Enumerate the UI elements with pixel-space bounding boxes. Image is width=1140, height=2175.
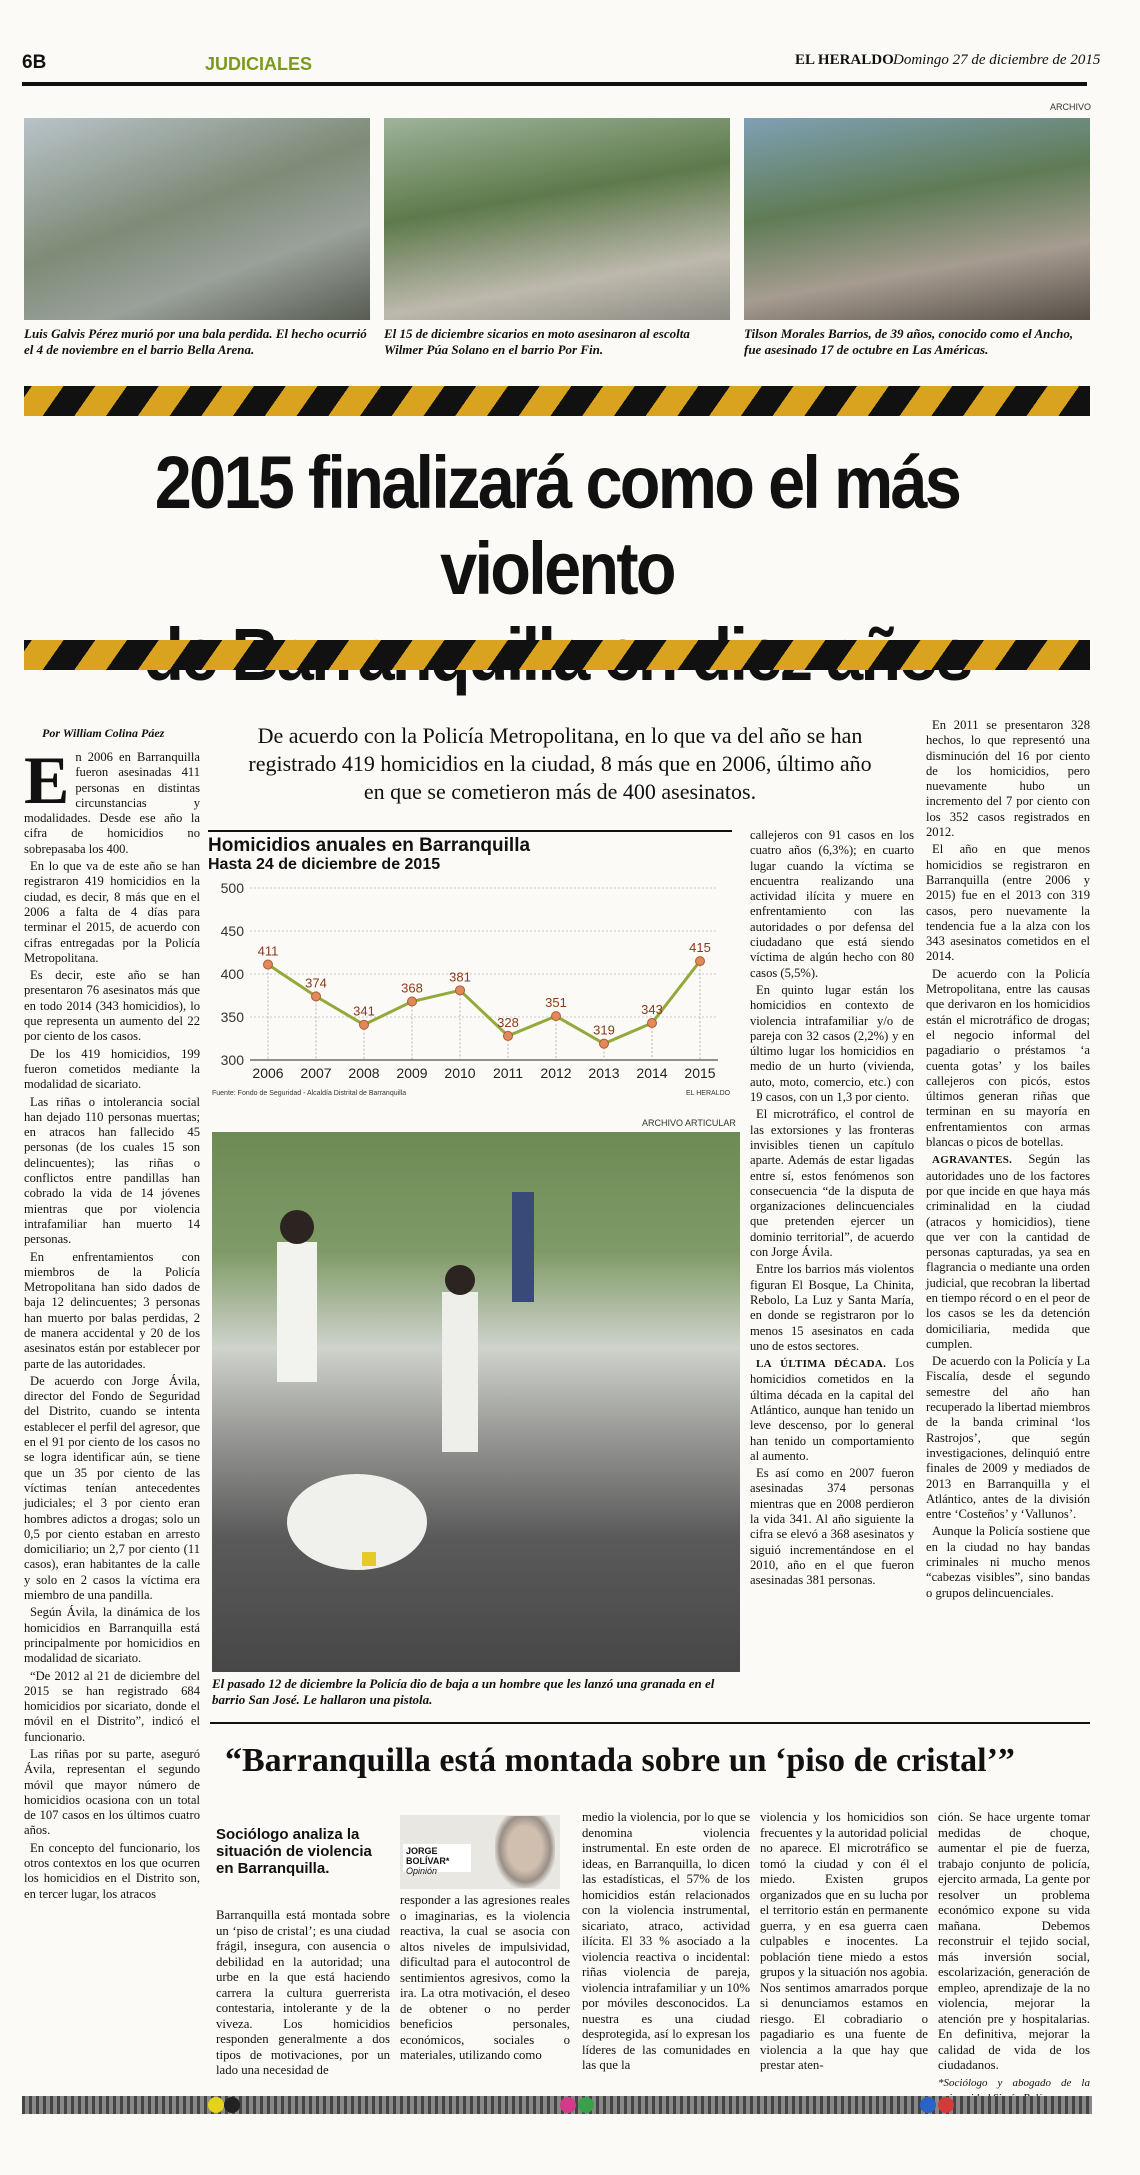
paragraph: De acuerdo con la Policía Metropolitana, entre las causas que derivaron en los homicidios están el microtráfico de drogas; el negocio informal del pagadiario o préstamos ‘a cuenta gotas’ y los bailes callejeros con picós, estos últimos generan riñas que terminan en su mayoría en enfrentamientos con armas blancas o picos de botellas. xyxy=(926,966,1090,1150)
author-photo xyxy=(495,1816,555,1888)
y-tick-label: 500 xyxy=(220,880,244,896)
page-number: 6B xyxy=(22,52,47,73)
paragraph: medio la violencia, por lo que se denomina violencia instrumental. En este orden de ideas, en Barranquilla, lo dicen las estadísticas, el 57% de los homicidios están relacionados con la violencia instrumental, sicariato, atraco, actividad ilícita. El 33 % asociado a la violencia reactiva o incidental: riñas violencia de pareja, violencia intrafamiliar y un 10% por móviles desconocidos. La nuestra es una ciudad desprotegida, así lo expresan los líderes de las comunidades en las que la xyxy=(582,1810,750,2072)
paragraph: En concepto del funcionario, los otros contextos en los que ocurren los homicidios en el Distrito son, en tercer lugar, los atracos xyxy=(24,1840,200,1901)
paragraph: En enfrentamientos con miembros de la Policía Metropolitana han sido dados de baja 12 delincuentes; 3 personas han muerto por balas perdidas, 2 de manera accidental y 20 de los asesinatos están por establecer por parte de las autoridades. xyxy=(24,1249,200,1371)
chart-title: Homicidios anuales en Barranquilla xyxy=(208,835,531,856)
data-point xyxy=(408,997,417,1006)
data-label: 374 xyxy=(305,975,327,991)
newspaper-name: EL HERALDO xyxy=(795,52,894,68)
article-column-1 xyxy=(24,742,200,1904)
photo-bella-arena xyxy=(24,118,370,320)
paragraph: “De 2012 al 21 de diciembre del 2015 se han registrado 684 homicidios por sicariato, donde el móvil en el Distrito”, indicó el funcionario. xyxy=(24,1668,200,1744)
data-point xyxy=(648,1019,657,1028)
paragraph: Es así como en 2007 fueron asesinadas 374 personas mientras que en 2008 perdieron la vida 341. Al año siguiente la cifra se elevó a 368 asesinatos y siguió incrementándose en el 2010, año en el que fueron asesinadas 381 personas. xyxy=(750,1466,914,1588)
author-tag xyxy=(403,1844,471,1876)
registration-dot-red xyxy=(938,2097,954,2113)
data-point xyxy=(504,1031,513,1040)
paragraph: Barranquilla está montada sobre un ‘piso de cristal’; es una ciudad frágil, insegura, con ausencia o debilidad en la autoridad; una urbe en la que está haciendo carrera la cultura guerrerista contestaria, intolerante y de la viveza. Los homicidios responden generalmente a dos tipos de motivaciones, por un lado una necesidad de xyxy=(216,1908,390,2077)
paragraph: responder a las agresiones reales o imaginarias, es la violencia reactiva, la cual se asocia con altos niveles de impulsividad, dificultad para el autocontrol de sentimientos agresivos, como la ira. La otra motivación, el deseo de obtener o no perder beneficios personales, económicos, sociales o materiales, utilizando como xyxy=(400,1893,570,2062)
hazard-stripe-top xyxy=(24,386,1090,416)
data-point xyxy=(456,986,465,995)
hazard-stripe-bottom xyxy=(24,640,1090,670)
x-tick-label: 2012 xyxy=(540,1065,572,1081)
article-column-4 xyxy=(926,718,1090,1603)
opinion-column-2 xyxy=(400,1893,570,2066)
headline-line-1: 2015 finalizará como el más violento xyxy=(154,441,960,610)
data-point xyxy=(264,960,273,969)
crouching-investigator xyxy=(287,1474,427,1570)
chart-credit: EL HERALDO xyxy=(686,1090,731,1097)
registration-dot-magenta xyxy=(560,2097,576,2113)
article-column-3 xyxy=(750,828,914,1591)
paragraph: De acuerdo con Jorge Ávila, director del Fondo de Seguridad del Distrito, cuando se intenta establecer el perfil del agresor, que en el 91 por ciento de los casos no se logra identificar aún, se tiene que un 35 por ciento de las víctimas tenían antecedentes judiciales; el 3 por ciento eran hombres adictos a drogas; solo un 0,5 por ciento estaban en arresto domiciliario; un 2,7 por ciento (11 casos), eran habitantes de la calle y solo en 2 casos la víctima era miembro de una pandilla. xyxy=(24,1373,200,1603)
chart-top-rule xyxy=(208,830,732,832)
dek: De acuerdo con la Policía Metropolitana, en lo que va del año se han registrado 419 homicidios en la ciudad, 8 más que en 2006, último año en que se cometieron más de 400 asesinatos. xyxy=(248,723,872,804)
opinion-column-4 xyxy=(760,1810,928,2076)
crime-scene-figures xyxy=(212,1132,740,1672)
investigator-figure xyxy=(442,1292,478,1452)
x-tick-label: 2014 xyxy=(636,1065,668,1081)
drop-cap: E xyxy=(24,742,70,818)
y-tick-label: 450 xyxy=(220,923,244,939)
data-label: 343 xyxy=(641,1002,663,1018)
paragraph: Aunque la Policía sostiene que en la ciudad no hay bandas criminales ni mucho menos “cabezas visibles”, sino bandas o grupos delincuenciales. xyxy=(926,1524,1090,1600)
y-tick-label: 350 xyxy=(220,1009,244,1025)
opinion-rule xyxy=(210,1722,1090,1724)
subhead-agravantes: AGRAVANTES. xyxy=(932,1154,1013,1167)
photo-las-americas xyxy=(744,118,1090,320)
paragraph: Las riñas o intolerancia social han dejado 110 personas muertas; en atracos han fallecido 45 personas (de los cuales 15 son delincuentes); las riñas o conflictos entre pandillas han cobrado la vida de 14 jóvenes mientras que por violencia intrafamiliar han muerto 14 personas. xyxy=(24,1094,200,1247)
series-line xyxy=(268,961,700,1044)
photo-caption-1: Luis Galvis Pérez murió por una bala perdida. El hecho ocurrió el 4 de noviembre en el barrio Bella Arena. xyxy=(24,326,367,357)
paragraph: El año en que menos homicidios se registraron en Barranquilla (entre 2006 y 2015) fue en el 2013 con 319 casos, pero nuevamente la tendencia fue a la alza con los 343 asesinatos cometidos en el 2014. xyxy=(926,842,1090,964)
photo-crime-scene xyxy=(212,1132,740,1672)
data-point xyxy=(360,1020,369,1029)
opinion-box-title: Sociólogo analiza la situación de violencia en Barranquilla. xyxy=(216,1826,372,1877)
officer-figure xyxy=(512,1192,534,1302)
x-tick-label: 2009 xyxy=(396,1065,428,1081)
paragraph: Según las autoridades uno de los factores por que incide en que haya más criminalidad en la ciudad (atracos y homicidios), tiene que ver con la cantidad de personas capturadas, ya sea en flagrancia o mediante una orden judicial, que recobran la libertad en tiempo récord o en el peor de los casos se les da detención domiciliaria, medida que cumplen. xyxy=(926,1152,1090,1351)
paragraph: Según Ávila, la dinámica de los homicidios en Barranquilla está principalmente por homicidios en modalidad de sicariato. xyxy=(24,1605,200,1666)
data-label: 415 xyxy=(689,940,711,956)
paragraph: Entre los barrios más violentos figuran El Bosque, La Chinita, Rebolo, La Luz y Santa María, en donde se registraron por lo menos 15 asesinatos en cada uno de estos sectores. xyxy=(750,1262,914,1353)
photo-caption-2: El 15 de diciembre sicarios en moto asesinaron al escolta Wilmer Púa Solano en el barrio Por Fin. xyxy=(384,326,690,357)
opinion-column-3 xyxy=(582,1810,750,2076)
chart-source: Fuente: Fondo de Seguridad - Alcaldía Distrital de Barranquilla xyxy=(212,1090,407,1097)
author-name: JORGE BOLÍVAR* xyxy=(406,1846,450,1866)
registration-dot-blue xyxy=(920,2097,936,2113)
data-label: 368 xyxy=(401,980,423,996)
data-label: 381 xyxy=(449,969,471,985)
investigator-figure xyxy=(277,1242,317,1382)
header-rule xyxy=(22,82,1087,86)
registration-dot-black xyxy=(224,2097,240,2113)
data-label: 319 xyxy=(593,1022,615,1038)
data-point xyxy=(552,1012,561,1021)
registration-dot-yellow xyxy=(208,2097,224,2113)
paragraph: De acuerdo con la Policía y La Fiscalía, desde el segundo semestre del año han recuperado la libertad miembros de la banda criminal ‘los Rastrojos’, que según investigaciones, delinquió entre finales de 2009 y mediados de 2013 en Barranquilla y el Atlántico, antes de la división entre ‘Costeños’ y ‘Vallunos’. xyxy=(926,1354,1090,1522)
paragraph: Es decir, este año se han presentaron 76 asesinatos más que en todo 2014 (343 homicidios), lo que representa un aumento del 22 por ciento de los casos. xyxy=(24,968,200,1044)
data-point xyxy=(312,992,321,1001)
chart-subtitle: Hasta 24 de diciembre de 2015 xyxy=(208,856,441,873)
photo-credit: ARCHIVO xyxy=(1050,102,1092,112)
paragraph: ción. Se hace urgente tomar medidas de choque, aumentar el pie de fuerza, trabajo conjunto de policía, ejercito armada, La gente por resolver un problema económico expone su vida mañana. Debemos reconstruir el tejido social, más inversión social, escolarización, generación de empleo, aprendizaje de la no violencia, mejorar la atención pre y hospitalarias. En definitiva, mejorar la calidad de vida de los ciudadanos. xyxy=(938,1810,1090,2072)
paragraph: En lo que va de este año se han registraron 419 homicidios en la ciudad, es decir, 8 más que en el 2006 a falta de 4 días para terminar el 2015, de acuerdo con cifras entregadas por la Policía Metropolitana. xyxy=(24,859,200,965)
big-photo-caption: El pasado 12 de diciembre la Policía dio de baja a un hombre que les lanzó una granada en el barrio San José. Le hallaron una pistola. xyxy=(212,1676,715,1707)
x-tick-label: 2007 xyxy=(300,1065,332,1081)
photo-por-fin xyxy=(384,118,730,320)
paragraph: Las riñas por su parte, aseguró Ávila, representan el segundo móvil que mayor número de homicidios ocasiona con un total de 107 casos en los últimos cuatro años. xyxy=(24,1747,200,1838)
paragraph: callejeros con 91 casos en los cuatro años (6,3%); en cuarto lugar cuando la víctima se encuentra realizando una actividad ilícita y muere en enfrentamiento con las autoridades o por defensa del ciudadano que está siendo víctima de algún hecho con 80 casos (5,5%). xyxy=(750,828,914,980)
homicides-line-chart xyxy=(208,870,732,1090)
subhead-ultima-decada: LA ÚLTIMA DÉCADA. xyxy=(756,1358,887,1371)
photo-caption-3: Tilson Morales Barrios, de 39 años, conocido como el Ancho, fue asesinado 17 de octubre en Las Américas. xyxy=(744,326,1074,357)
data-point xyxy=(600,1039,609,1048)
paragraph: En quinto lugar están los homicidios en contexto de violencia intrafamiliar y/o de pareja con 32 casos (2,2%) y en último lugar los homicidios en medio de un hurto (vivienda, auto, moto, comercio, etc.) con 19 casos, con un 1,3 por ciento. xyxy=(750,982,914,1105)
opinion-quote-headline: “Barranquilla está montada sobre un ‘piso de cristal’” xyxy=(225,1742,1015,1779)
y-tick-label: 300 xyxy=(220,1052,244,1068)
section-title: JUDICIALES xyxy=(205,54,313,74)
paragraph: En 2011 se presentaron 328 hechos, lo que representó una disminución del 16 por ciento de los homicidios, pero nuevamente hubo un incremento del 7 por ciento con los 352 casos registrados en 2012. xyxy=(926,718,1090,840)
data-label: 328 xyxy=(497,1014,519,1030)
author-footnote: *Sociólogo y abogado de la xyxy=(938,2076,1090,2089)
evidence-marker xyxy=(362,1552,376,1566)
y-tick-label: 400 xyxy=(220,966,244,982)
x-tick-label: 2013 xyxy=(588,1065,620,1081)
data-label: 411 xyxy=(257,943,279,959)
paragraph: Los homicidios cometidos en la última década en la capital del Atlántico, aunque han tenido un leve descenso, por lo general han tenido un comportamiento al aumento. xyxy=(750,1356,914,1463)
x-tick-label: 2008 xyxy=(348,1065,380,1081)
registration-dot-green xyxy=(578,2097,594,2113)
x-tick-label: 2011 xyxy=(492,1065,524,1081)
issue-date: Domingo 27 de diciembre de 2015 xyxy=(893,52,1101,68)
data-label: 341 xyxy=(353,1003,375,1019)
investigator-head xyxy=(280,1210,314,1244)
paragraph: De los 419 homicidios, 199 fueron cometidos mediante la modalidad de sicariato. xyxy=(24,1046,200,1092)
author-role: Opinión xyxy=(406,1866,438,1876)
x-tick-label: 2006 xyxy=(252,1065,284,1081)
paragraph: El microtráfico, el control de las extorsiones y las fronteras invisibles tienen un capítulo aparte. Además de estar ligadas entre sí, estos fenómenos son consecuencia “de la disputa de organizaciones delincuenciales que pretenden ejercer un dominio territorial”, de acuerdo con Jorge Ávila. xyxy=(750,1107,914,1260)
x-tick-label: 2010 xyxy=(444,1065,476,1081)
x-tick-label: 2015 xyxy=(684,1065,716,1081)
opinion-column-5 xyxy=(938,1810,1090,2109)
big-photo-credit: ARCHIVO ARTICULAR xyxy=(642,1118,736,1128)
paragraph: violencia y los homicidios son frecuentes y la autoridad policial no aparece. El microtráfico se tomó la ciudad y con él el miedo. Existen grupos organizados que en su lucha por el territorio están en permanente guerra, y en esa guerra caen culpables e inocentes. La población tiene miedo a estos grupos y la situación nos agobia. Nos sentimos amarrados porque si denunciamos estamos en riesgo. El cobradiario o pagadiario es una fuente de violencia a la que hay que prestar aten- xyxy=(760,1810,928,2072)
data-point xyxy=(696,957,705,966)
opinion-column-1 xyxy=(216,1908,390,2081)
data-label: 351 xyxy=(545,995,567,1011)
investigator-head xyxy=(445,1265,475,1295)
paragraph: n 2006 en Barranquilla fueron asesinadas 411 personas en distintas circunstancias y modalidades. Desde ese año la cifra de homicidios no sobrepasaba los 400. xyxy=(24,750,200,856)
byline: Por William Colina Páez xyxy=(42,726,165,740)
